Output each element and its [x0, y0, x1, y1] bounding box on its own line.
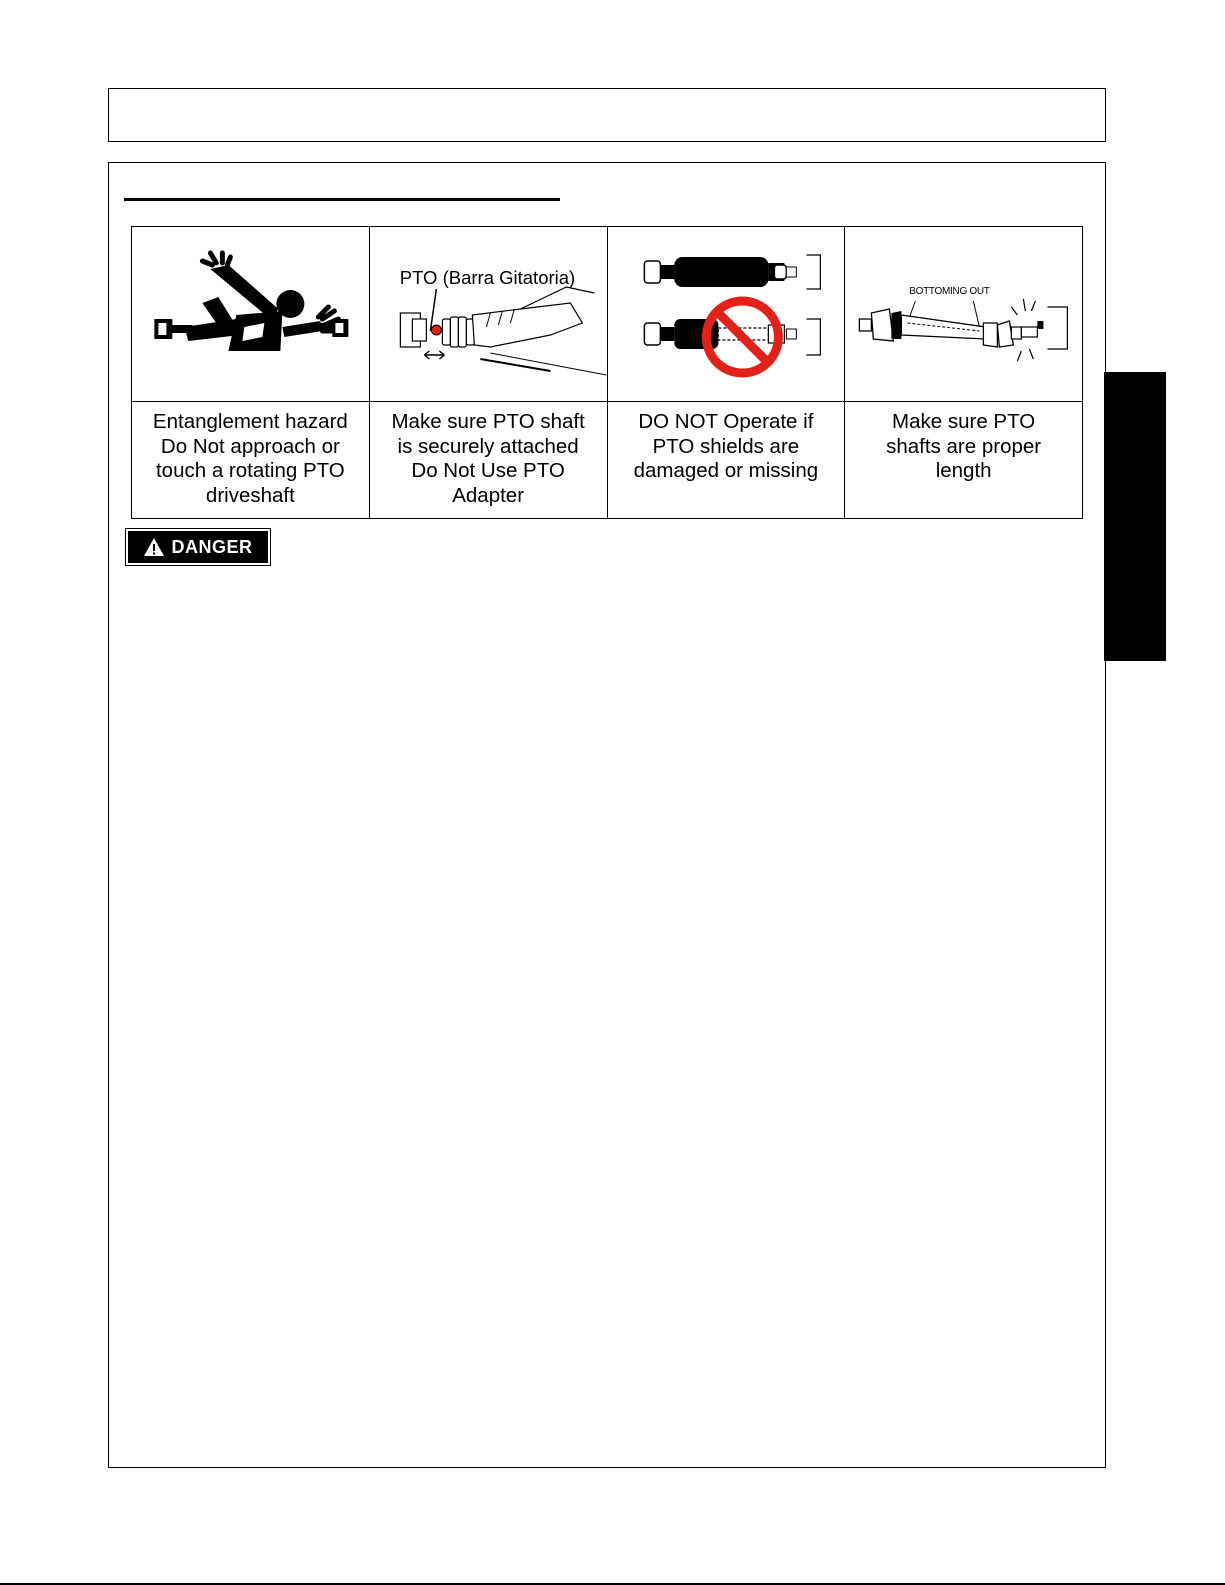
- caption-line: Do Not approach or: [160, 434, 340, 458]
- caption-pto-length: [845, 402, 1083, 519]
- caption-line: is securely attached: [397, 434, 579, 458]
- caption-entanglement: [132, 402, 370, 519]
- caption-line: touch a rotating PTO: [155, 459, 345, 482]
- caption-line: Entanglement hazard: [152, 410, 348, 433]
- warning-triangle-icon: [143, 537, 165, 557]
- bottoming-out-label: BOTTOMING OUT: [909, 286, 990, 297]
- missing-shield-prohibited-icon: [608, 227, 845, 401]
- caption-line: shafts are proper: [886, 434, 1042, 458]
- entanglement-hazard-icon: [132, 227, 369, 401]
- pto-label: PTO (Barra Gitatoria): [399, 267, 576, 288]
- caption-line: Make sure PTO shaft: [391, 410, 585, 433]
- danger-label: DANGER: [171, 536, 253, 557]
- caption-pto-attach: [369, 402, 607, 519]
- panel-missing-shield-image: [607, 227, 845, 402]
- panel-entanglement-image: [132, 227, 370, 402]
- pto-attach-icon: [370, 227, 607, 401]
- caption-line: Do Not Use PTO: [411, 459, 565, 482]
- danger-badge: [125, 528, 271, 566]
- caption-line: PTO shields are: [652, 434, 800, 458]
- section-title-rule: [124, 198, 560, 201]
- section-side-tab: [1104, 372, 1166, 661]
- caption-line: length: [935, 459, 992, 482]
- pto-length-icon: [845, 227, 1082, 401]
- caption-line: Make sure PTO: [892, 410, 1036, 433]
- caption-line: driveshaft: [205, 483, 295, 507]
- panel-pto-attach-image: [369, 227, 607, 402]
- danger-badge-inner: [128, 531, 268, 563]
- panel-pto-length-image: [845, 227, 1083, 402]
- caption-missing-shield: [607, 402, 845, 519]
- caption-line: damaged or missing: [633, 459, 819, 482]
- header-box: [108, 88, 1106, 142]
- pto-safety-table: [131, 226, 1083, 519]
- caption-line: DO NOT Operate if: [638, 410, 814, 433]
- caption-line: Adapter: [452, 483, 525, 507]
